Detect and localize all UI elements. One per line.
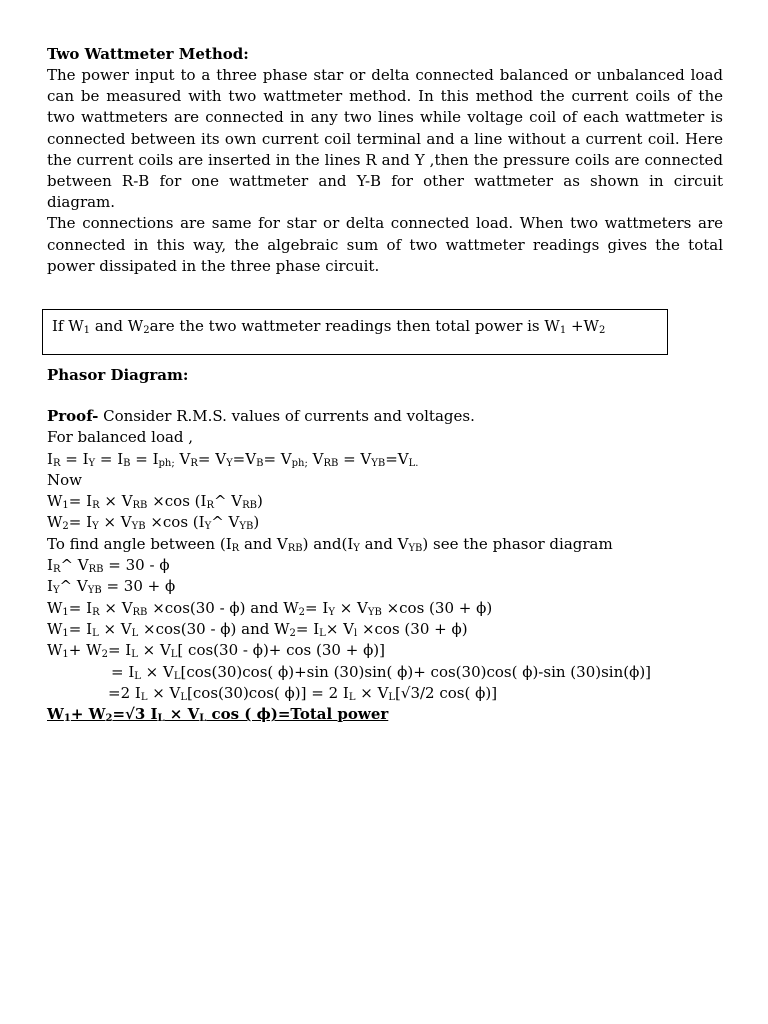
equation-text: +W bbox=[566, 317, 599, 335]
equation-text: ^ V bbox=[211, 513, 240, 532]
subscript-text: 2 bbox=[143, 325, 150, 336]
equation-text: × V bbox=[147, 683, 181, 702]
equation-text: × V bbox=[140, 662, 174, 681]
subscript-text: 1 bbox=[62, 606, 69, 618]
equation-text: ) bbox=[257, 492, 263, 511]
equation-text: W bbox=[47, 641, 63, 660]
equation-text: I bbox=[47, 556, 53, 575]
subscript-text: B bbox=[123, 457, 131, 469]
equation-text: × V bbox=[164, 705, 200, 724]
equation-text: ^ V bbox=[60, 556, 89, 575]
equation-text: × V bbox=[355, 683, 389, 702]
equation-text: ×cos(30 - ϕ) and W bbox=[147, 598, 299, 617]
subscript-text: RB bbox=[88, 564, 104, 576]
subscript-text: Y bbox=[204, 521, 212, 533]
equation-text: = V bbox=[197, 449, 227, 468]
balanced-equation bbox=[47, 449, 727, 470]
equation-text: I bbox=[47, 449, 53, 468]
subscript-text: 1 bbox=[62, 500, 69, 512]
subscript-text: 2 bbox=[101, 649, 108, 661]
subscript-text: ph; bbox=[291, 457, 308, 469]
equation-text: =√3 I bbox=[112, 705, 158, 724]
subscript-text: R bbox=[92, 500, 100, 512]
angle-y-equation bbox=[47, 576, 727, 597]
subscript-text: R bbox=[231, 542, 240, 554]
equation-text: W bbox=[47, 705, 64, 724]
equation-text: = I bbox=[107, 641, 132, 660]
subscript-text: R bbox=[52, 564, 61, 576]
equation-text: =2 I bbox=[108, 683, 141, 702]
equation-text: = I bbox=[68, 598, 93, 617]
sum-equation-step2 bbox=[47, 662, 727, 683]
subscript-text: ph; bbox=[158, 457, 175, 469]
subscript-text: L bbox=[131, 649, 138, 661]
equation-text: = I bbox=[305, 598, 329, 617]
subscript-text: YB bbox=[371, 457, 386, 469]
equation-text: ) bbox=[253, 513, 260, 532]
equation-text: and W bbox=[90, 317, 144, 335]
balanced-load-line: For balanced load , bbox=[47, 428, 194, 447]
subscript-text: Y bbox=[88, 457, 96, 469]
equation-text: ^ V bbox=[59, 577, 88, 596]
subscript-text: 2 bbox=[289, 627, 296, 639]
subscript-text: R bbox=[206, 500, 214, 512]
subscript-text: RB bbox=[287, 542, 303, 554]
subscript-text: YB bbox=[239, 521, 254, 533]
subscript-text: L bbox=[319, 627, 326, 639]
subscript-text: R bbox=[190, 457, 198, 469]
equation-text: W bbox=[47, 598, 63, 617]
equation-text: =V bbox=[232, 449, 257, 468]
equation-text: W bbox=[47, 492, 63, 511]
equation-text: + W bbox=[68, 641, 102, 660]
equation-text: If W bbox=[52, 317, 84, 335]
paragraph-intro: The power input to a three phase star or delta connected balanced or unbalanced load can be measured with two wattmeter method. In this method the current coils of the two wattmeters are connected in any two lines while voltage coil of each wattmeter is connected between its own current coil terminal and a line without a current coil. Here the current coils are inserted in the lines R and Y ,then the pressure coils are connected between R-B for one wattmeter and Y-B for other wattmeter as shown in circuit diagram. bbox=[47, 66, 723, 212]
sum-equation-step3 bbox=[47, 683, 727, 704]
equation-text: = I bbox=[95, 449, 124, 468]
equation-text: Consider R.M.S. values of currents and voltages. bbox=[98, 407, 475, 425]
equation-text: = I bbox=[68, 492, 93, 511]
subscript-text: YB bbox=[408, 542, 423, 554]
section-heading: Two Wattmeter Method: bbox=[47, 45, 249, 63]
sum-equation-step1 bbox=[47, 640, 727, 661]
subscript-text: L bbox=[170, 649, 178, 661]
equation-text: ^ V bbox=[213, 492, 243, 511]
subscript-text: R bbox=[52, 457, 61, 469]
equation-text: [ cos(30 - ϕ)+ cos (30 + ϕ)] bbox=[177, 641, 385, 660]
subscript-text: 2 bbox=[298, 606, 306, 618]
subscript-text: L bbox=[388, 691, 396, 703]
subscript-text: l bbox=[353, 627, 358, 639]
subscript-text: 2 bbox=[598, 325, 606, 336]
equation-text: × V bbox=[99, 492, 133, 511]
equation-text: = I bbox=[60, 449, 89, 468]
subscript-text: B bbox=[256, 457, 264, 469]
subscript-text: YB bbox=[87, 585, 102, 597]
subscript-text: 1 bbox=[83, 325, 91, 336]
equation-text: ) see the phasor diagram bbox=[422, 534, 613, 553]
subscript-text: Y bbox=[52, 585, 60, 597]
equation-text: [cos(30)cos( ϕ)] = 2 I bbox=[187, 683, 349, 702]
phasor-diagram-heading: Phasor Diagram: bbox=[47, 366, 189, 384]
subscript-text: RB bbox=[323, 457, 339, 469]
subscript-text: L. bbox=[408, 457, 419, 469]
subscript-text: 1 bbox=[559, 325, 567, 336]
subscript-text: Y bbox=[328, 606, 335, 618]
proof-section bbox=[47, 406, 727, 725]
equation-text: = I bbox=[68, 619, 93, 638]
subscript-text: 2 bbox=[105, 713, 113, 725]
subscript-text: 1 bbox=[63, 713, 71, 725]
subscript-text: L bbox=[157, 713, 165, 725]
equation-text: = I bbox=[295, 619, 320, 638]
equation-text: = 30 + ϕ bbox=[101, 577, 176, 596]
equation-text: × V bbox=[325, 619, 354, 638]
equation-text: = I bbox=[130, 449, 159, 468]
equation-text: cos ( ϕ)=Total power bbox=[206, 705, 389, 724]
subscript-text: L bbox=[180, 691, 188, 703]
w1-w2-phase-equation bbox=[47, 598, 727, 619]
equation-text: × V bbox=[98, 513, 132, 532]
equation-text: are the two wattmeter readings then total power is W bbox=[149, 317, 560, 335]
w2-equation bbox=[47, 512, 727, 533]
subscript-text: L bbox=[131, 627, 139, 639]
equation-text: ×cos (I bbox=[145, 513, 205, 532]
equation-text: = V bbox=[338, 449, 372, 468]
subscript-text: 1 bbox=[62, 627, 69, 639]
equation-text: = I bbox=[111, 662, 135, 681]
subscript-text: RB bbox=[132, 500, 148, 512]
subscript-text: L bbox=[92, 627, 99, 639]
subscript-text: 1 bbox=[62, 649, 69, 661]
equation-text: × V bbox=[137, 641, 171, 660]
equation-text: [√3/2 cos( ϕ)] bbox=[395, 683, 498, 702]
equation-text: and V bbox=[359, 534, 409, 553]
subscript-text: RB bbox=[242, 500, 258, 512]
subscript-text: L bbox=[134, 670, 141, 682]
subscript-text: 2 bbox=[62, 521, 69, 533]
document-body bbox=[47, 44, 723, 277]
subscript-text: Y bbox=[353, 542, 360, 554]
w1-equation bbox=[47, 491, 727, 512]
subscript-text: RB bbox=[132, 606, 148, 618]
w1-w2-line-equation bbox=[47, 619, 727, 640]
subscript-text: YB bbox=[131, 521, 146, 533]
subscript-text: YB bbox=[367, 606, 382, 618]
equation-text: = I bbox=[68, 513, 93, 532]
equation-text: V bbox=[307, 449, 324, 468]
subscript-text: L bbox=[140, 691, 148, 703]
equation-text: ×cos(30 - ϕ) and W bbox=[138, 619, 290, 638]
proof-intro bbox=[47, 406, 727, 427]
equation-text: Proof- bbox=[47, 407, 99, 425]
equation-text: × V bbox=[98, 619, 132, 638]
subscript-text: R bbox=[92, 606, 100, 618]
equation-text: ×cos (30 + ϕ) bbox=[381, 598, 493, 617]
equation-text: =V bbox=[385, 449, 409, 468]
equation-text: ) and(I bbox=[302, 534, 354, 553]
equation-text: × V bbox=[99, 598, 133, 617]
equation-text: To find angle between (I bbox=[47, 534, 232, 553]
now-line: Now bbox=[47, 470, 82, 489]
equation-text: + W bbox=[70, 705, 106, 724]
subscript-text: L bbox=[348, 691, 356, 703]
equation-text: ×cos (I bbox=[147, 492, 207, 511]
total-power-statement-box bbox=[42, 309, 668, 355]
paragraph-connections: The connections are same for star or delta connected load. When two wattmeters are connected in this way, the algebraic sum of two wattmeter readings gives the total power dissipated in the three phase circuit. bbox=[47, 214, 723, 275]
equation-text: V bbox=[174, 449, 191, 468]
angle-statement bbox=[47, 534, 727, 555]
equation-text: × V bbox=[334, 598, 368, 617]
equation-text: W bbox=[47, 619, 63, 638]
equation-text: ×cos (30 + ϕ) bbox=[357, 619, 468, 638]
subscript-text: L bbox=[199, 713, 207, 725]
equation-text: and V bbox=[239, 534, 288, 553]
angle-r-equation bbox=[47, 555, 727, 576]
subscript-text: Y bbox=[226, 457, 233, 469]
final-total-power-equation bbox=[47, 704, 727, 725]
equation-text: = V bbox=[263, 449, 292, 468]
subscript-text: Y bbox=[92, 521, 99, 533]
equation-text: W bbox=[47, 513, 63, 532]
equation-text: I bbox=[47, 577, 53, 596]
equation-text: [cos(30)cos( ϕ)+sin (30)sin( ϕ)+ cos(30)cos( ϕ)-sin (30)sin(ϕ)] bbox=[180, 662, 652, 681]
subscript-text: L bbox=[173, 670, 181, 682]
equation-text: = 30 - ϕ bbox=[103, 556, 170, 575]
